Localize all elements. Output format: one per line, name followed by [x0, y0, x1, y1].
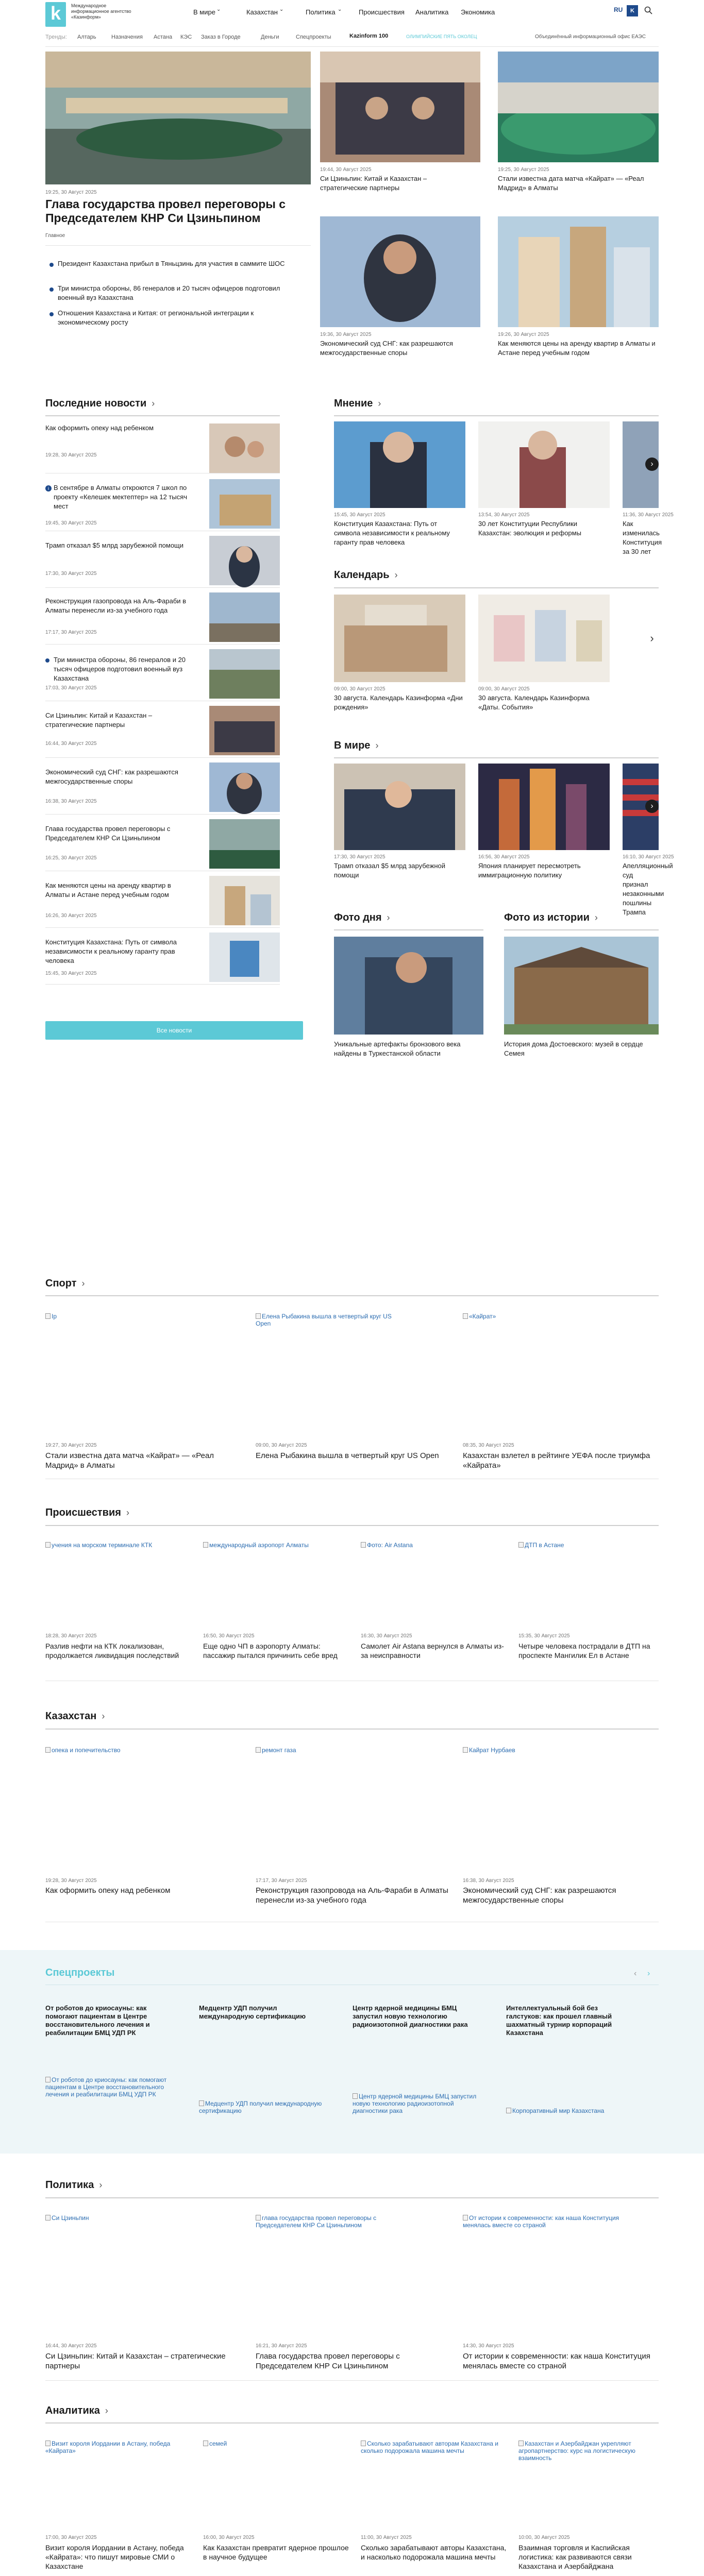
incident-title[interactable]: Еще одно ЧП в аэропорту Алматы: пассажир пытался причинить себе вред	[203, 1642, 338, 1659]
special-card-image[interactable]: Центр ядерной медицины БМЦ запустил новую технологию радиоизотопной диагностики рака	[353, 2093, 477, 2114]
hero-card-title[interactable]: Экономический суд СНГ: как разрешаются межгосударственные споры	[320, 340, 453, 357]
world-date: 16:10, 30 Август 2025	[623, 854, 674, 860]
analytics-image[interactable]: Казахстан и Азербайджан укрепляют агропартнерство: курс на логистическую взаимность	[518, 2440, 635, 2462]
latest-item-title[interactable]: Реконструкция газопровода на Аль-Фараби в Алматы перенесли из-за учебного года	[45, 597, 187, 614]
world-title[interactable]: Трамп отказал $5 млрд зарубежной помощи	[334, 862, 445, 879]
incidents-heading[interactable]: Происшествия ›	[45, 1507, 129, 1518]
incident-date: 16:50, 30 Август 2025	[203, 1633, 255, 1639]
hero-card-date: 19:36, 30 Август 2025	[320, 332, 372, 337]
incident-title[interactable]: Разлив нефти на КТК локализован, продолжается ликвидация последствий	[45, 1642, 179, 1659]
latest-item-date: 17:03, 30 Август 2025	[45, 685, 97, 691]
politics-title[interactable]: Глава государства провел переговоры с Председателем КНР Си Цзиньпином	[256, 2352, 400, 2370]
hero-card-title[interactable]: Си Цзиньпин: Китай и Казахстан – стратегические партнеры	[320, 175, 427, 192]
politics-date: 16:44, 30 Август 2025	[45, 2343, 97, 2349]
special-card-title[interactable]: От роботов до криосауны: как помогают пациентам в Центре восстановительного лечения и реабилитации БМЦ УДП РК	[45, 2004, 150, 2037]
latest-item-date: 16:25, 30 Август 2025	[45, 855, 97, 861]
tag-item[interactable]: Назначения	[111, 34, 143, 40]
kazakhstan-date: 16:38, 30 Август 2025	[463, 1878, 514, 1884]
analytics-title[interactable]: Визит короля Иордании в Астану, победа «Кайрата»: что пишут мировые СМИ о Казахстане	[45, 2544, 184, 2570]
tag-item[interactable]: Спецпроекты	[296, 34, 331, 40]
opinion-date: 15:45, 30 Август 2025	[334, 512, 385, 518]
opinion-heading[interactable]: Мнение ›	[334, 398, 381, 409]
latest-item-title[interactable]: Глава государства провел переговоры с Председателем КНР Си Цзиньпином	[45, 825, 171, 842]
analytics-date: 11:00, 30 Август 2025	[361, 2535, 412, 2540]
incident-date: 16:30, 30 Август 2025	[361, 1633, 412, 1639]
latest-item-title[interactable]: Как меняются цены на аренду квартир в Алматы и Астане перед учебным годом	[45, 882, 171, 899]
latest-item-date: 16:26, 30 Август 2025	[45, 913, 97, 919]
world-title[interactable]: Япония планирует пересмотреть иммиграционную политику	[478, 862, 581, 879]
incident-image[interactable]: Фото: Air Astana	[361, 1541, 413, 1549]
latest-item-date: 17:30, 30 Август 2025	[45, 571, 97, 577]
politics-heading[interactable]: Политика ›	[45, 2179, 103, 2191]
special-projects-heading[interactable]: Спецпроекты	[45, 1967, 115, 1978]
nav-item-analytics[interactable]: Аналитика	[415, 8, 449, 16]
nav-item-politics[interactable]: Политика	[306, 8, 336, 16]
hero-title[interactable]: Глава государства провел переговоры с Председателем КНР Си Цзиньпином	[45, 197, 286, 225]
special-card-title[interactable]: Интеллектуальный бой без галстуков: как прошел главный шахматный турнир корпораций Казахстана	[506, 2004, 612, 2037]
analytics-title[interactable]: Сколько зарабатывают авторы Казахстана, и насколько подорожала машина мечты	[361, 2544, 507, 2561]
latest-item-title[interactable]: В сентябре в Алматы откроются 7 школ по проекту «Келешек мектептер» на 12 тысяч мест	[54, 484, 188, 510]
tag-item[interactable]: Астана	[154, 34, 173, 40]
kazakhstan-heading[interactable]: Казахстан ›	[45, 1710, 105, 1722]
nav-item-economy[interactable]: Экономика	[461, 8, 495, 16]
hero-bullet[interactable]: Отношения Казахстана и Китая: от региональной интеграции к экономическому росту	[58, 309, 254, 326]
tag-item[interactable]: Деньги	[261, 34, 279, 40]
latest-item-title[interactable]: Трамп отказал $5 млрд зарубежной помощи	[45, 541, 184, 549]
calendar-title[interactable]: 30 августа. Календарь Казинформа «Даты. События»	[478, 694, 590, 711]
photo-history-caption[interactable]: История дома Достоевского: музей в сердце Семея	[504, 1040, 643, 1057]
latest-item-date: 15:45, 30 Август 2025	[45, 971, 97, 976]
incident-date: 18:28, 30 Август 2025	[45, 1633, 97, 1639]
hero-card-title[interactable]: Как меняются цены на аренду квартир в Алматы и Астане перед учебным годом	[498, 340, 656, 357]
latest-news-heading[interactable]: Последние новости ›	[45, 398, 155, 409]
calendar-date: 09:00, 30 Август 2025	[334, 686, 385, 692]
special-next-arrow[interactable]: ›	[647, 1969, 650, 1978]
kazakhstan-title[interactable]: Реконструкция газопровода на Аль-Фараби в Алматы перенесли из-за учебного года	[256, 1886, 448, 1905]
nav-item-incidents[interactable]: Происшествия	[359, 8, 405, 16]
tag-item[interactable]: КЭС	[180, 34, 192, 40]
hero-bullet[interactable]: Три министра обороны, 86 генералов и 20 тысяч офицеров подготовил военный вуз Казахстана	[58, 284, 280, 301]
opinion-date: 13:54, 30 Август 2025	[478, 512, 530, 518]
opinion-title[interactable]: Как изменилась Конституция за 30 лет	[623, 520, 662, 555]
analytics-title[interactable]: Как Казахстан превратит ядерное прошлое в научное будущее	[203, 2544, 349, 2561]
politics-date: 14:30, 30 Август 2025	[463, 2343, 514, 2349]
hero-bullet[interactable]: Президент Казахстана прибыл в Тяньцзинь для участия в саммите ШОС	[58, 260, 285, 267]
incident-date: 15:35, 30 Август 2025	[518, 1633, 570, 1639]
incident-title[interactable]: Четыре человека пострадали в ДТП на проспекте Мангилик Ел в Астане	[518, 1642, 650, 1659]
world-title[interactable]: Апелляционный суд признал незаконными пошлины Трампа	[623, 862, 673, 916]
analytics-heading[interactable]: Аналитика ›	[45, 2405, 108, 2416]
kazakhstan-image[interactable]: опека и попечительство	[45, 1747, 121, 1754]
analytics-image[interactable]: Визит короля Иордании в Астану, победа «Кайрата»	[45, 2440, 171, 2454]
latest-item-date: 19:28, 30 Август 2025	[45, 452, 97, 458]
photo-history-heading[interactable]: Фото из истории ›	[504, 912, 598, 923]
politics-image[interactable]: глава государства провел переговоры с Председателем КНР Си Цзиньпином	[256, 2214, 377, 2229]
latest-item-title[interactable]: Как оформить опеку над ребенком	[45, 424, 154, 432]
latest-item-date: 16:44, 30 Август 2025	[45, 741, 97, 747]
world-date: 16:56, 30 Август 2025	[478, 854, 530, 860]
latest-item-title[interactable]: Си Цзиньпин: Китай и Казахстан – стратегические партнеры	[45, 711, 153, 728]
analytics-divider	[45, 2422, 659, 2424]
tag-item[interactable]: Kazinform 100	[349, 33, 389, 39]
sport-date: 08:35, 30 Август 2025	[463, 1443, 514, 1448]
politics-title[interactable]: Си Цзиньпин: Китай и Казахстан – стратегические партнеры	[45, 2352, 226, 2370]
sport-date: 09:00, 30 Август 2025	[256, 1443, 307, 1448]
hero-card-date: 19:26, 30 Август 2025	[498, 332, 549, 337]
chevron-down-icon: ⌄	[338, 7, 342, 12]
chevron-down-icon: ⌄	[216, 7, 221, 12]
sport-image[interactable]: Елена Рыбакина вышла в четвертый круг US Open	[256, 1313, 392, 1327]
nav-item-kazakhstan[interactable]: Казахстан	[246, 8, 278, 16]
calendar-date: 09:00, 30 Август 2025	[478, 686, 530, 692]
analytics-image[interactable]: Сколько зарабатывают авторам Казахстана и сколько подорожала машина мечты	[361, 2440, 498, 2454]
partner-note[interactable]: ОЛИМПИЙСКИЕ ПЯТЬ ОКОЛЕЦ	[406, 34, 477, 39]
kazakhstan-title[interactable]: Экономический суд СНГ: как разрешаются межгосударственные споры	[463, 1886, 616, 1905]
nav-item-world[interactable]: В мире	[193, 8, 215, 16]
special-card-image[interactable]: Корпоративный мир Казахстана	[506, 2107, 640, 2114]
kazakhstan-image[interactable]: Кайрат Нурбаев	[463, 1747, 515, 1754]
sport-title[interactable]: Елена Рыбакина вышла в четвертый круг US Open	[256, 1451, 439, 1460]
special-card-image[interactable]: От роботов до криосауны: как помогают пациентам в Центре восстановительного лечения и реабилитации БМЦ УДП РК	[45, 2076, 167, 2098]
tags-label: Тренды:	[45, 34, 67, 40]
world-next-arrow[interactable]: ›	[645, 800, 659, 813]
partner-ad[interactable]: Объединённый информационный офис ЕАЭС	[535, 34, 646, 40]
partner-logo[interactable]: K	[627, 5, 638, 16]
opinion-title[interactable]: Конституция Казахстана: Путь от символа независимости к реальному гаранту прав человека	[334, 520, 450, 546]
analytics-date: 17:00, 30 Август 2025	[45, 2535, 97, 2540]
sport-date: 19:27, 30 Август 2025	[45, 1443, 97, 1448]
politics-bottom-divider	[45, 2380, 659, 2381]
calendar-next-arrow[interactable]: ›	[645, 632, 659, 645]
info-icon: i	[45, 485, 52, 492]
world-heading[interactable]: В мире ›	[334, 740, 379, 751]
sport-title[interactable]: Казахстан взлетел в рейтинге УЕФА после триумфа «Кайрата»	[463, 1451, 650, 1470]
photo-day-heading[interactable]: Фото дня ›	[334, 912, 390, 923]
logo-letter: k	[50, 3, 61, 24]
kazakhstan-date: 19:28, 30 Август 2025	[45, 1878, 97, 1884]
hero-label: Главное	[45, 233, 65, 239]
opinion-title[interactable]: 30 лет Конституции Республики Казахстан: эволюция и реформы	[478, 520, 581, 537]
opinion-date: 11:36, 30 Август 2025	[623, 512, 674, 518]
kazakhstan-title[interactable]: Как оформить опеку над ребенком	[45, 1886, 171, 1895]
incident-image[interactable]: ДТП в Астане	[518, 1541, 564, 1549]
sport-title[interactable]: Стали известна дата матча «Кайрат» — «Реал Мадрид» в Алматы	[45, 1451, 214, 1470]
chevron-down-icon: ⌄	[279, 7, 284, 12]
hero-date: 19:25, 30 Август 2025	[45, 190, 97, 195]
special-card-title[interactable]: Центр ядерной медицины БМЦ запустил новую технологию радиоизотопной диагностики рака	[353, 2004, 468, 2028]
world-date: 17:30, 30 Август 2025	[334, 854, 385, 860]
latest-item-date: 17:17, 30 Август 2025	[45, 630, 97, 635]
politics-image[interactable]: От истории к современности: как наша Конституция менялась вместе со страной	[463, 2214, 619, 2229]
special-card-image[interactable]: Медцентр УДП получил международную сертификацию	[199, 2100, 322, 2114]
incident-image[interactable]: учения на морском терминале КТК	[45, 1541, 174, 1549]
politics-divider	[45, 2197, 659, 2198]
all-news-button[interactable]: Все новости	[45, 1021, 303, 1040]
tag-item[interactable]: Заказ в Городе	[201, 34, 241, 40]
incident-title[interactable]: Самолет Air Astana вернулся в Алматы из-за неисправности	[361, 1642, 504, 1659]
sport-image[interactable]: Ір	[45, 1313, 57, 1320]
analytics-date: 16:00, 30 Август 2025	[203, 2535, 255, 2540]
politics-image[interactable]: Си Цзиньпин	[45, 2214, 89, 2222]
special-card-title[interactable]: Медцентр УДП получил международную сертификацию	[199, 2004, 306, 2020]
photo-day-caption[interactable]: Уникальные артефакты бронзового века найдены в Туркестанской области	[334, 1040, 461, 1057]
special-projects-content	[45, 0, 674, 2576]
tag-item[interactable]: Алтарь	[77, 34, 96, 40]
special-prev-arrow[interactable]: ‹	[634, 1969, 637, 1978]
logo-text: Международное информационное агентство «Казинформ»	[71, 3, 131, 20]
sport-heading[interactable]: Спорт ›	[45, 1278, 85, 1289]
opinion-next-arrow[interactable]: ›	[645, 457, 659, 471]
hero-card-date: 19:25, 30 Август 2025	[498, 167, 549, 173]
hero-card-title[interactable]: Стали известна дата матча «Кайрат» — «Реал Мадрид» в Алматы	[498, 175, 644, 192]
kazakhstan-image[interactable]: ремонт газа	[256, 1747, 296, 1754]
analytics-date: 10:00, 30 Август 2025	[518, 2535, 570, 2540]
latest-item-title[interactable]: Конституция Казахстана: Путь от символа независимости к реальному гаранту прав человека	[45, 938, 177, 964]
hero-card-date: 19:44, 30 Август 2025	[320, 167, 372, 173]
sport-image[interactable]: «Кайрат»	[463, 1313, 496, 1320]
incident-image[interactable]: международный аэропорт Алматы	[203, 1541, 332, 1549]
kazakhstan-date: 17:17, 30 Август 2025	[256, 1878, 307, 1884]
latest-item-date: 19:45, 30 Август 2025	[45, 520, 97, 526]
lang-switch[interactable]: RU	[614, 6, 623, 13]
calendar-heading[interactable]: Календарь ›	[334, 569, 398, 581]
analytics-title[interactable]: Взаимная торговля и Каспийская логистика: как развиваются связи Казахстана и Азербайджана	[518, 2544, 632, 2570]
politics-date: 16:21, 30 Август 2025	[256, 2343, 307, 2349]
latest-item-title[interactable]: Три министра обороны, 86 генералов и 20 тысяч офицеров подготовил военный вуз Казахстана	[54, 656, 186, 682]
latest-item-date: 16:38, 30 Август 2025	[45, 799, 97, 804]
analytics-image[interactable]: семей	[203, 2440, 227, 2447]
latest-item-title[interactable]: Экономический суд СНГ: как разрешаются межгосударственные споры	[45, 768, 178, 785]
calendar-title[interactable]: 30 августа. Календарь Казинформа «Дни рождения»	[334, 694, 463, 711]
politics-title[interactable]: От истории к современности: как наша Конституция менялась вместе со страной	[463, 2352, 650, 2370]
